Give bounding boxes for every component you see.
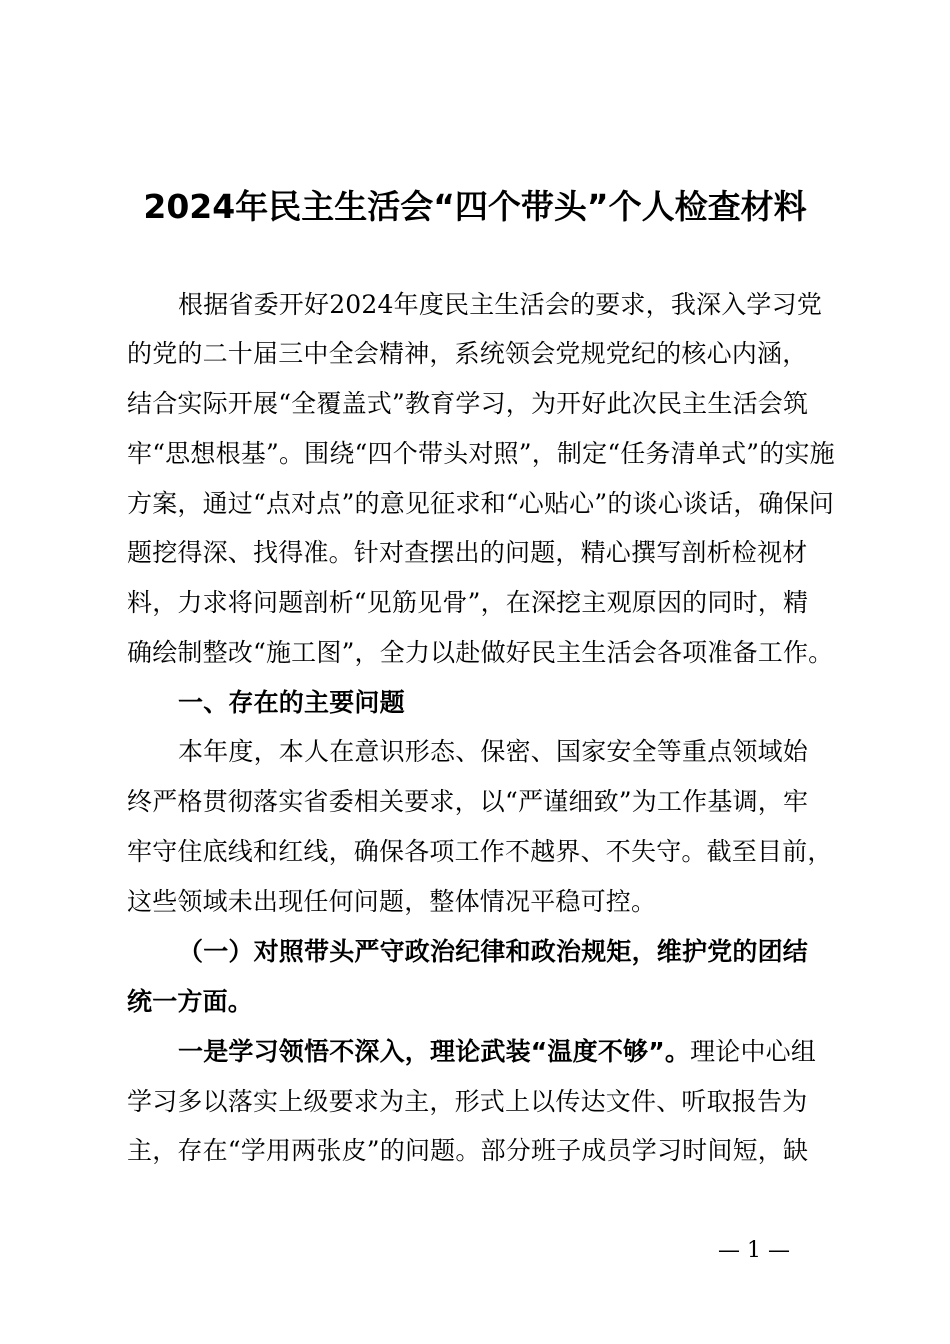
intro-line: 牢“思想根基”。围绕“四个带头对照”，制定“任务清单式”的实施 bbox=[127, 439, 835, 468]
document-title: 2024年民主生活会“四个带头”个人检查材料 bbox=[143, 187, 807, 226]
point-text: 理论中心组 bbox=[690, 1037, 817, 1066]
intro-line: 根据省委开好2024年度民主生活会的要求，我深入学习党 bbox=[178, 290, 823, 319]
intro-line: 结合实际开展“全覆盖式”教育学习，为开好此次民主生活会筑 bbox=[127, 389, 809, 418]
section-heading: 一、存在的主要问题 bbox=[178, 688, 405, 717]
intro-line: 确绘制整改“施工图”，全力以赴做好民主生活会各项准备工作。 bbox=[127, 638, 834, 667]
point-lead: 一是学习领悟不深入，理论武装“温度不够”。 bbox=[178, 1037, 691, 1066]
intro-line: 方案，通过“点对点”的意见征求和“心贴心”的谈心谈话，确保问 bbox=[127, 489, 835, 518]
section-line: 这些领域未出现任何问题，整体情况平稳可控。 bbox=[127, 887, 657, 916]
section-line: 本年度，本人在意识形态、保密、国家安全等重点领域始 bbox=[178, 737, 809, 766]
intro-line: 料，力求将问题剖析“见筋见骨”，在深挖主观原因的同时，精 bbox=[127, 588, 809, 617]
point-line: 主，存在“学用两张皮”的问题。部分班子成员学习时间短，缺 bbox=[127, 1136, 809, 1165]
page-number: — 1 — bbox=[718, 1238, 790, 1263]
subsection-heading: （一）对照带头严守政治纪律和政治规矩，维护党的团结 bbox=[178, 937, 809, 966]
intro-line: 题挖得深、找得准。针对查摆出的问题，精心撰写剖析检视材 bbox=[127, 538, 808, 567]
point-line bbox=[178, 1032, 898, 1072]
subsection-heading-continued: 统一方面。 bbox=[127, 987, 254, 1016]
section-line: 终严格贯彻落实省委相关要求，以“严谨细致”为工作基调，牢 bbox=[127, 787, 809, 816]
point-line: 学习多以落实上级要求为主，形式上以传达文件、听取报告为 bbox=[127, 1087, 808, 1116]
section-line: 牢守住底线和红线，确保各项工作不越界、不失守。截至目前， bbox=[127, 837, 833, 866]
intro-line: 的党的二十届三中全会精神，系统领会党规党纪的核心内涵， bbox=[127, 339, 808, 368]
